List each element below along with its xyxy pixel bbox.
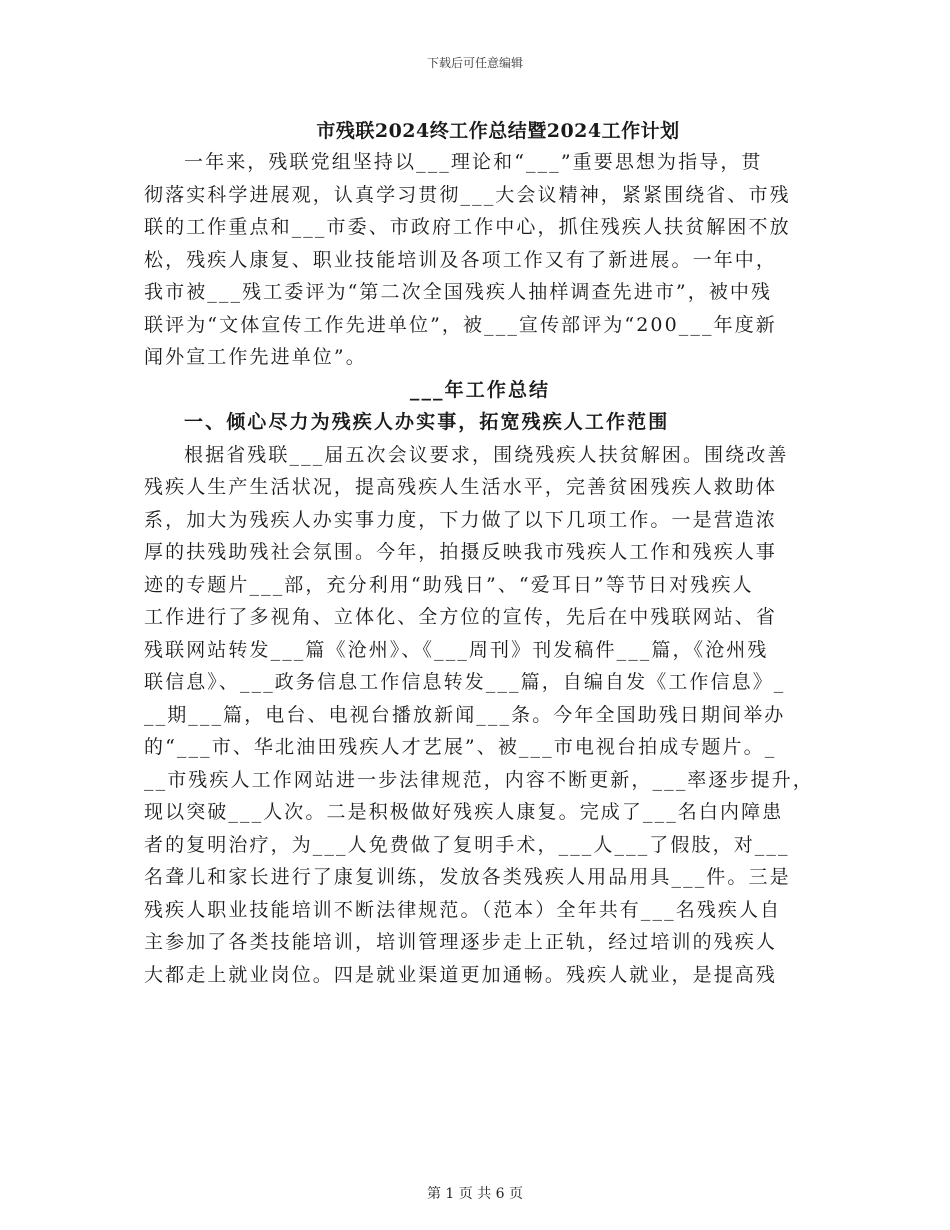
section-line: 者的复明治疗，为___人免费做了复明手术，___人___了假肢，对___ — [144, 833, 790, 856]
section-line: 根据省残联___届五次会议要求，围绕残疾人扶贫解困。围绕改善 — [184, 443, 789, 466]
section-line: 现以突破___人次。二是积极做好残疾人康复。完成了___名白内障患 — [144, 801, 784, 823]
intro-line: 彻落实科学进展观，认真学习贯彻___大会议精神，紧紧围绕省、市残 — [144, 183, 791, 206]
intro-line: 联评为“文体宣传工作先进单位”，被___宣传部评为“200___年度新 — [144, 313, 777, 336]
document-body — [144, 146, 816, 991]
section-line: 残疾人生产生活状况，提高残疾人生活水平，完善贫困残疾人救助体 — [144, 476, 778, 498]
page-header-note: 下载后可任意编辑 — [426, 56, 523, 70]
section-line: 迹的专题片___部，充分利用“助残日”、“爱耳日”等节日对残疾人 — [144, 573, 754, 596]
section-line: 名聋儿和家长进行了康复训练，发放各类残疾人用品用具___件。三是 — [144, 866, 791, 888]
intro-line: 一年来，残联党组坚持以___理论和“___”重要思想为指导，贯 — [184, 151, 763, 173]
page-number: 第 1 页 共 6 页 — [426, 1186, 524, 1202]
section-line: __期___篇，电台、电视台播放新闻___条。今年全国助残日期间举办 — [144, 703, 786, 726]
section-heading: 一、倾心尽力为残疾人办实事，拓宽残疾人工作范围 — [184, 411, 670, 433]
intro-line: 松，残疾人康复、职业技能培训及各项工作又有了新进展。一年中， — [144, 248, 778, 271]
section-line: 系，加大为残疾人办实事力度，下力做了以下几项工作。一是营造浓 — [144, 508, 778, 531]
intro-line: 我市被___残工委评为“第二次全国残疾人抽样调查先进市”，被中残 — [144, 281, 773, 303]
section-line: 联信息》、___政务信息工作信息转发___篇，自编自发《工作信息》_ — [144, 671, 786, 693]
section-line: 的“___市、华北油田残疾人才艺展”、被___市电视台拍成专题片。_ — [144, 736, 777, 758]
document-title: 市残联2024终工作总结暨2024工作计划 — [316, 120, 680, 142]
section-line: 主参加了各类技能培训，培训管理逐步走上正轨，经过培训的残疾人 — [144, 931, 778, 953]
summary-heading: ___年工作总结 — [409, 378, 551, 401]
section-line: 厚的扶残助残社会氛围。今年，拍摄反映我市残疾人工作和残疾人事 — [144, 541, 778, 563]
section-line: 残联网站转发___篇《沧州》、《___周刊》刊发稿件___篇，《沧州残 — [144, 638, 769, 661]
section-line: 大都走上就业岗位。四是就业渠道更加通畅。残疾人就业，是提高残 — [144, 963, 778, 986]
intro-line: 联的工作重点和___市委、市政府工作中心，抓住残疾人扶贫解困不放 — [144, 216, 791, 238]
intro-line: 闻外宣工作先进单位”。 — [144, 346, 367, 368]
section-line: __市残疾人工作网站进一步法律规范，内容不断更新，___率逐步提升， — [144, 768, 814, 791]
section-line: 工作进行了多视角、立体化、全方位的宣传，先后在中残联网站、省 — [144, 606, 778, 628]
section-line: 残疾人职业技能培训不断法律规范。（范本）全年共有___名残疾人自 — [144, 898, 782, 921]
